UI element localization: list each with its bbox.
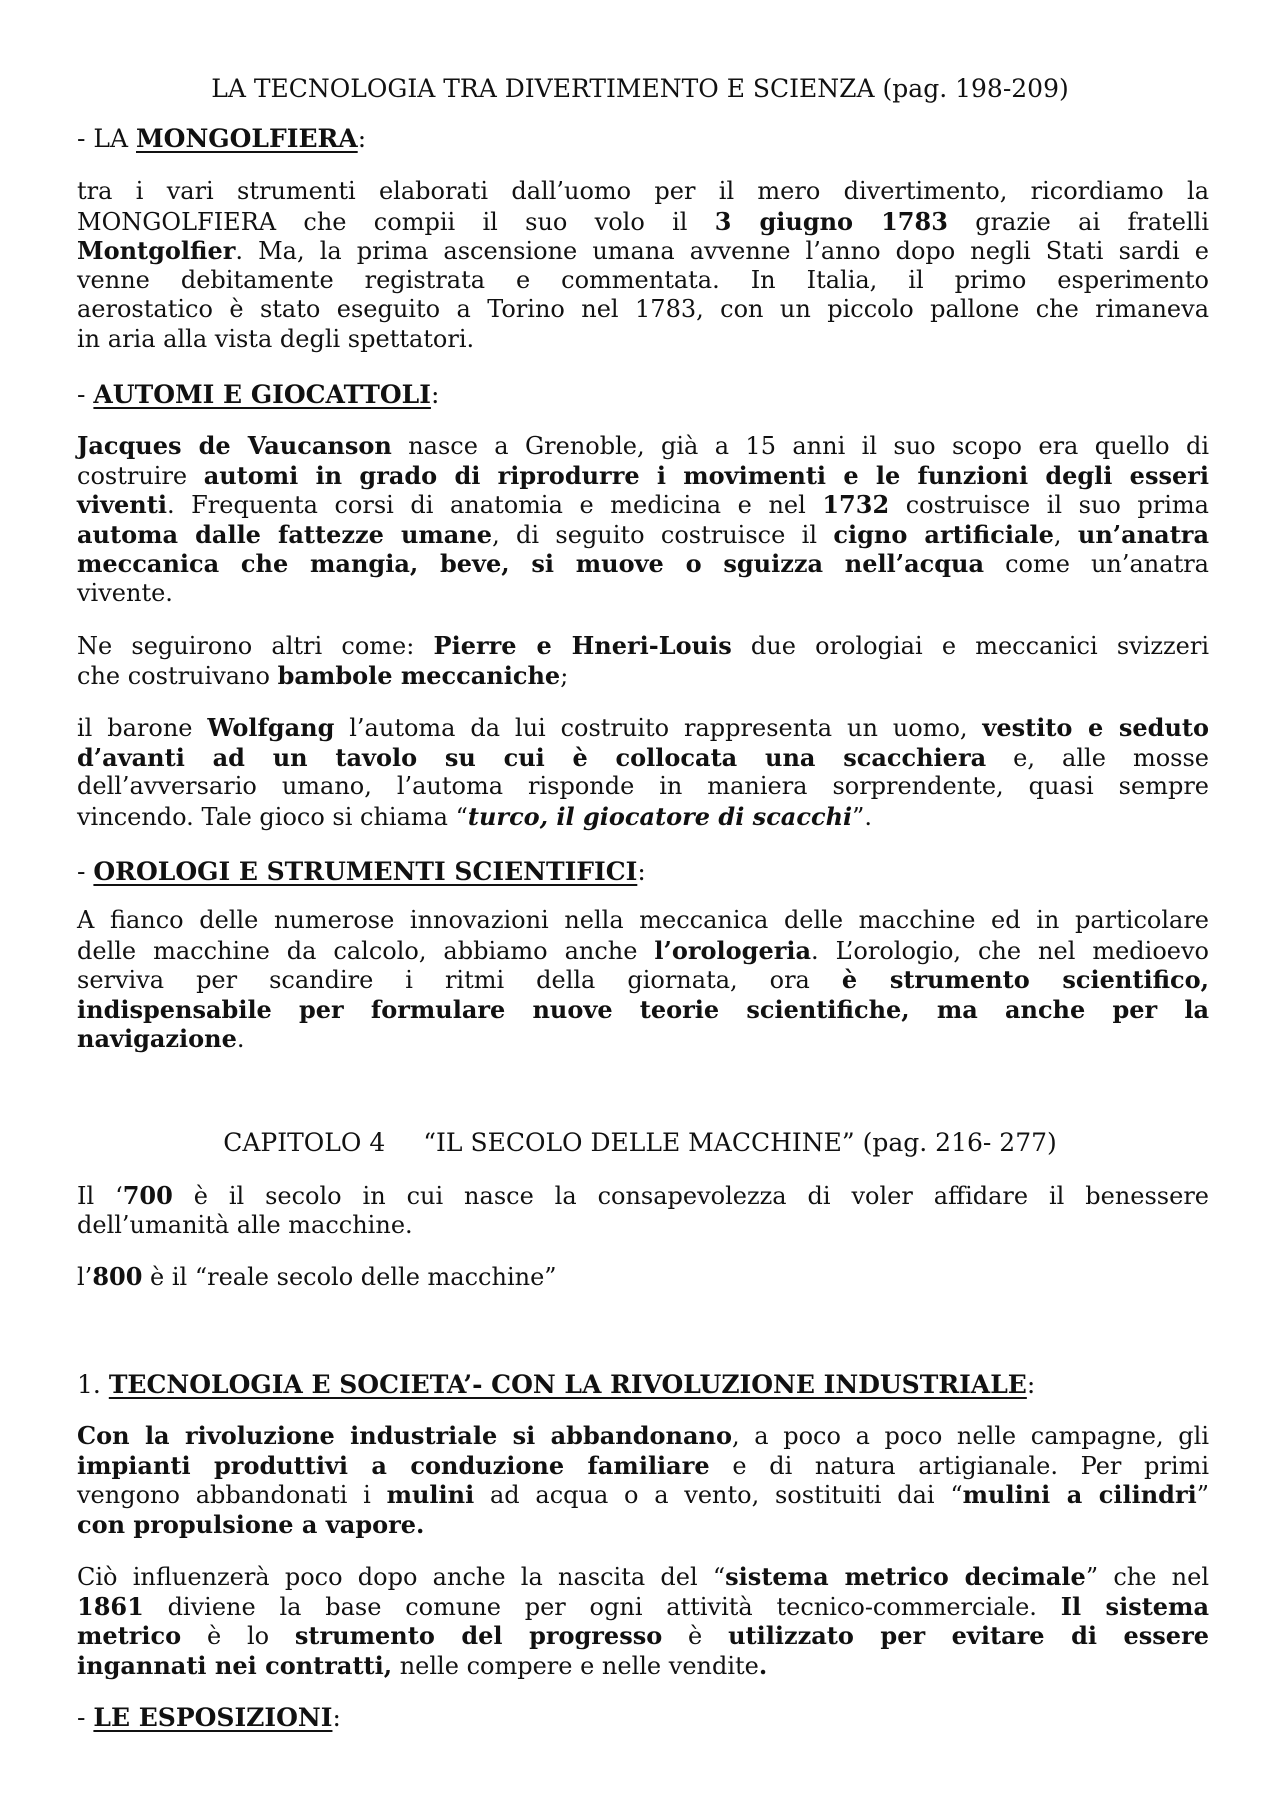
text-segment: vivente. <box>77 578 173 607</box>
text-segment: con propulsione a vapore. <box>77 1509 425 1539</box>
text-segment: meccanica che mangia, beve, si muove o sguizza nell’acqua <box>77 549 985 578</box>
text-segment: ” <box>1196 1481 1209 1509</box>
text-segment: 700 <box>122 1181 173 1210</box>
text-segment: è il “reale secolo delle macchine” <box>142 1263 557 1291</box>
text-segment: e di natura artigianale. Per primi <box>709 1451 1210 1480</box>
text-line <box>77 549 1209 579</box>
text-line <box>77 1480 1209 1510</box>
paragraph-800 <box>77 1262 1209 1292</box>
text-segment: diviene la base comune per ogni attività tecnico-commerciale. <box>143 1592 1061 1621</box>
text-line <box>77 461 1209 491</box>
text-segment: sistema metrico decimale <box>725 1562 1086 1591</box>
text-line <box>77 1024 1209 1054</box>
text-line <box>77 579 1209 609</box>
text-segment: costruisce il suo prima <box>889 491 1209 519</box>
heading-text: TECNOLOGIA E SOCIETA’- CON LA RIVOLUZIONE INDUSTRIALE <box>108 1370 1027 1399</box>
text-segment: nasce a Grenoble, già a 15 anni il suo scopo era quello di <box>391 432 1210 460</box>
text-line <box>77 743 1209 773</box>
text-segment: venne debitamente registrata e commentata. In Italia, il primo esperimento <box>77 265 1209 294</box>
text-segment: MONGOLFIERA che compii il suo volo il <box>77 207 715 236</box>
text-line <box>77 1262 1209 1292</box>
heading-prefix: - <box>77 1703 94 1732</box>
text-segment: l’ <box>77 1263 93 1291</box>
text-line <box>77 772 1209 802</box>
text-line <box>77 936 1209 966</box>
text-segment: . <box>236 1025 245 1053</box>
text-line <box>77 1651 1209 1681</box>
text-line <box>77 995 1209 1025</box>
text-segment: Wolfgang <box>207 713 335 742</box>
text-segment: Con la rivoluzione industriale si abbandonano <box>77 1421 732 1450</box>
text-segment: cigno artificiale <box>833 519 1054 549</box>
text-segment: metrico <box>77 1621 182 1650</box>
text-segment: delle macchine da calcolo, abbiamo anche <box>77 936 655 965</box>
heading-suffix: : <box>1026 1370 1036 1399</box>
heading-suffix: : <box>332 1703 341 1732</box>
text-segment: 1732 <box>822 490 890 519</box>
text-segment: Ciò influenzerà poco dopo anche la nascita del “ <box>77 1563 726 1591</box>
text-line <box>77 631 1209 661</box>
text-segment: ” che nel <box>1085 1563 1210 1591</box>
text-segment: dell’avversario umano, l’automa risponde in maniera sorprendente, quasi sempre <box>77 772 1209 800</box>
text-line <box>77 325 1209 355</box>
text-line <box>77 207 1209 237</box>
text-segment: strumento del progresso <box>294 1621 663 1650</box>
text-segment: impianti produttivi a conduzione familiare <box>77 1450 710 1480</box>
heading-prefix: - <box>77 857 94 886</box>
text-segment: ”. <box>852 802 873 831</box>
text-segment: costruire <box>77 461 204 490</box>
heading-prefix: - <box>77 380 94 409</box>
heading-text: AUTOMI E GIOCATTOLI <box>93 380 431 409</box>
text-segment: , a poco a poco nelle campagne, gli <box>731 1422 1209 1450</box>
heading-text: MONGOLFIERA <box>136 124 358 153</box>
paragraph-pierre-henri <box>77 631 1209 690</box>
text-segment: . Ma, la prima ascensione umana avvenne l’anno dopo negli Stati sardi e <box>235 237 1209 265</box>
text-segment: il barone <box>77 714 208 742</box>
text-segment: vengono abbandonati i <box>77 1481 387 1509</box>
text-segment: 3 giugno 1783 <box>714 206 948 236</box>
text-segment: Jacques de Vaucanson <box>77 431 392 460</box>
paragraph-700 <box>77 1181 1209 1240</box>
text-line <box>77 1621 1209 1651</box>
chapter-title <box>0 1128 1280 1158</box>
text-segment: bambole meccaniche <box>277 660 561 690</box>
paragraph-sistema-metrico <box>77 1562 1209 1680</box>
text-segment: Il sistema <box>1060 1591 1210 1621</box>
text-line <box>77 1181 1209 1211</box>
text-line <box>77 906 1209 936</box>
text-line <box>77 1421 1209 1451</box>
paragraph-orologi <box>77 906 1209 1054</box>
text-segment: come un’anatra <box>984 550 1209 578</box>
text-line <box>77 1592 1209 1622</box>
text-segment: . <box>758 1650 768 1680</box>
heading-prefix: 1. <box>77 1370 109 1399</box>
text-line <box>77 713 1209 743</box>
text-segment: . L’orologio, che nel medioevo <box>811 936 1209 965</box>
text-line <box>77 1211 1209 1241</box>
text-segment: 1861 <box>77 1591 144 1621</box>
heading-suffix: : <box>357 124 367 153</box>
text-segment: vestito e seduto <box>982 713 1210 742</box>
text-segment: ; <box>560 661 569 690</box>
text-line <box>77 802 1209 832</box>
text-segment: turco, il giocatore di scacchi <box>467 801 853 831</box>
text-line <box>77 520 1209 550</box>
text-segment: Il ‘ <box>77 1182 123 1210</box>
section-heading-tecnologia <box>77 1370 1035 1400</box>
paragraph-mongolfiera <box>77 177 1209 354</box>
heading-prefix: - LA <box>77 124 136 153</box>
text-segment: in aria alla vista degli spettatori. <box>77 324 475 353</box>
paragraph-rivoluzione <box>77 1421 1209 1539</box>
text-segment: , di seguito costruisce il <box>492 520 834 549</box>
text-segment: è strumento scientifico, <box>841 965 1210 994</box>
section-heading-automi <box>77 380 439 410</box>
text-segment: A fianco delle numerose innovazioni nella meccanica delle macchine ed in particolare <box>77 906 1209 934</box>
section-heading-esposizioni <box>77 1703 341 1733</box>
text-segment: tra i vari strumenti elaborati dall’uomo per il mero divertimento, ricordiamo la <box>77 177 1209 205</box>
text-segment: vincendo. Tale gioco si chiama “ <box>77 802 468 831</box>
text-line <box>77 1510 1209 1540</box>
text-segment: , <box>1053 520 1078 549</box>
text-segment: ingannati nei contratti, <box>77 1650 393 1680</box>
section-heading-mongolfiera <box>77 124 366 154</box>
text-segment: mulini a cilindri <box>962 1480 1197 1509</box>
text-segment: dell’umanità alle macchine. <box>77 1210 413 1239</box>
text-line <box>77 490 1209 520</box>
text-segment: Pierre e Hneri-Louis <box>433 631 732 660</box>
text-line <box>77 965 1209 995</box>
text-segment: utilizzato per evitare di essere <box>728 1621 1209 1650</box>
text-line <box>77 266 1209 296</box>
text-segment: automa dalle fattezze umane <box>77 519 493 549</box>
text-line <box>77 177 1209 207</box>
text-segment: è <box>662 1622 729 1650</box>
text-segment: 800 <box>92 1262 143 1291</box>
text-line <box>77 1451 1209 1481</box>
text-segment: l’orologeria <box>654 935 812 965</box>
text-segment: navigazione <box>77 1024 237 1053</box>
section-heading-orologi <box>77 857 646 887</box>
text-line <box>77 431 1209 461</box>
paragraph-vaucanson <box>77 431 1209 608</box>
text-segment: due orologiai e meccanici svizzeri <box>731 632 1210 660</box>
text-segment: l’automa da lui costruito rappresenta un uomo, <box>334 714 983 742</box>
text-segment: e, alle mosse <box>986 743 1210 772</box>
paragraph-wolfgang <box>77 713 1209 831</box>
text-segment: nelle compere e nelle vendite <box>392 1651 759 1680</box>
text-segment: che costruivano <box>77 661 278 690</box>
text-line <box>77 661 1209 691</box>
text-segment: grazie ai fratelli <box>947 207 1210 236</box>
text-segment: un’anatra <box>1077 519 1209 549</box>
chapter-number: CAPITOLO 4 <box>223 1128 386 1157</box>
text-segment: indispensabile per formulare nuove teorie scientifiche, ma anche per la <box>77 994 1209 1024</box>
text-segment: mulini <box>386 1480 475 1509</box>
text-segment: automi in grado di riprodurre i movimenti e le funzioni degli esseri <box>203 460 1210 490</box>
text-segment: aerostatico è stato eseguito a Torino nel 1783, con un piccolo pallone che rimaneva <box>77 295 1209 323</box>
heading-suffix: : <box>430 380 440 409</box>
text-segment: è il secolo in cui nasce la consapevolezza di voler affidare il benessere <box>172 1182 1210 1210</box>
text-line <box>77 1562 1209 1592</box>
text-segment: è lo <box>181 1622 295 1650</box>
text-segment: Montgolfier <box>77 236 236 265</box>
chapter-name: “IL SECOLO DELLE MACCHINE” (pag. 216- 277) <box>423 1128 1057 1157</box>
heading-suffix: : <box>637 857 646 886</box>
heading-text: LE ESPOSIZIONI <box>93 1703 333 1732</box>
text-segment: serviva per scandire i ritmi della giornata, ora <box>77 966 842 994</box>
text-segment: Ne seguirono altri come: <box>77 632 434 660</box>
text-line <box>77 236 1209 266</box>
text-line <box>77 295 1209 325</box>
text-segment: d’avanti ad un tavolo su cui è collocata una scacchiera <box>77 742 987 772</box>
text-segment: ad acqua o a vento, sostituiti dai “ <box>474 1481 963 1509</box>
text-segment: . Frequenta corsi di anatomia e medicina e nel <box>166 491 823 519</box>
page-title: LA TECNOLOGIA TRA DIVERTIMENTO E SCIENZA (pag. 198-209) <box>211 74 1069 103</box>
heading-text: OROLOGI E STRUMENTI SCIENTIFICI <box>93 857 638 886</box>
text-segment: viventi <box>77 490 167 519</box>
